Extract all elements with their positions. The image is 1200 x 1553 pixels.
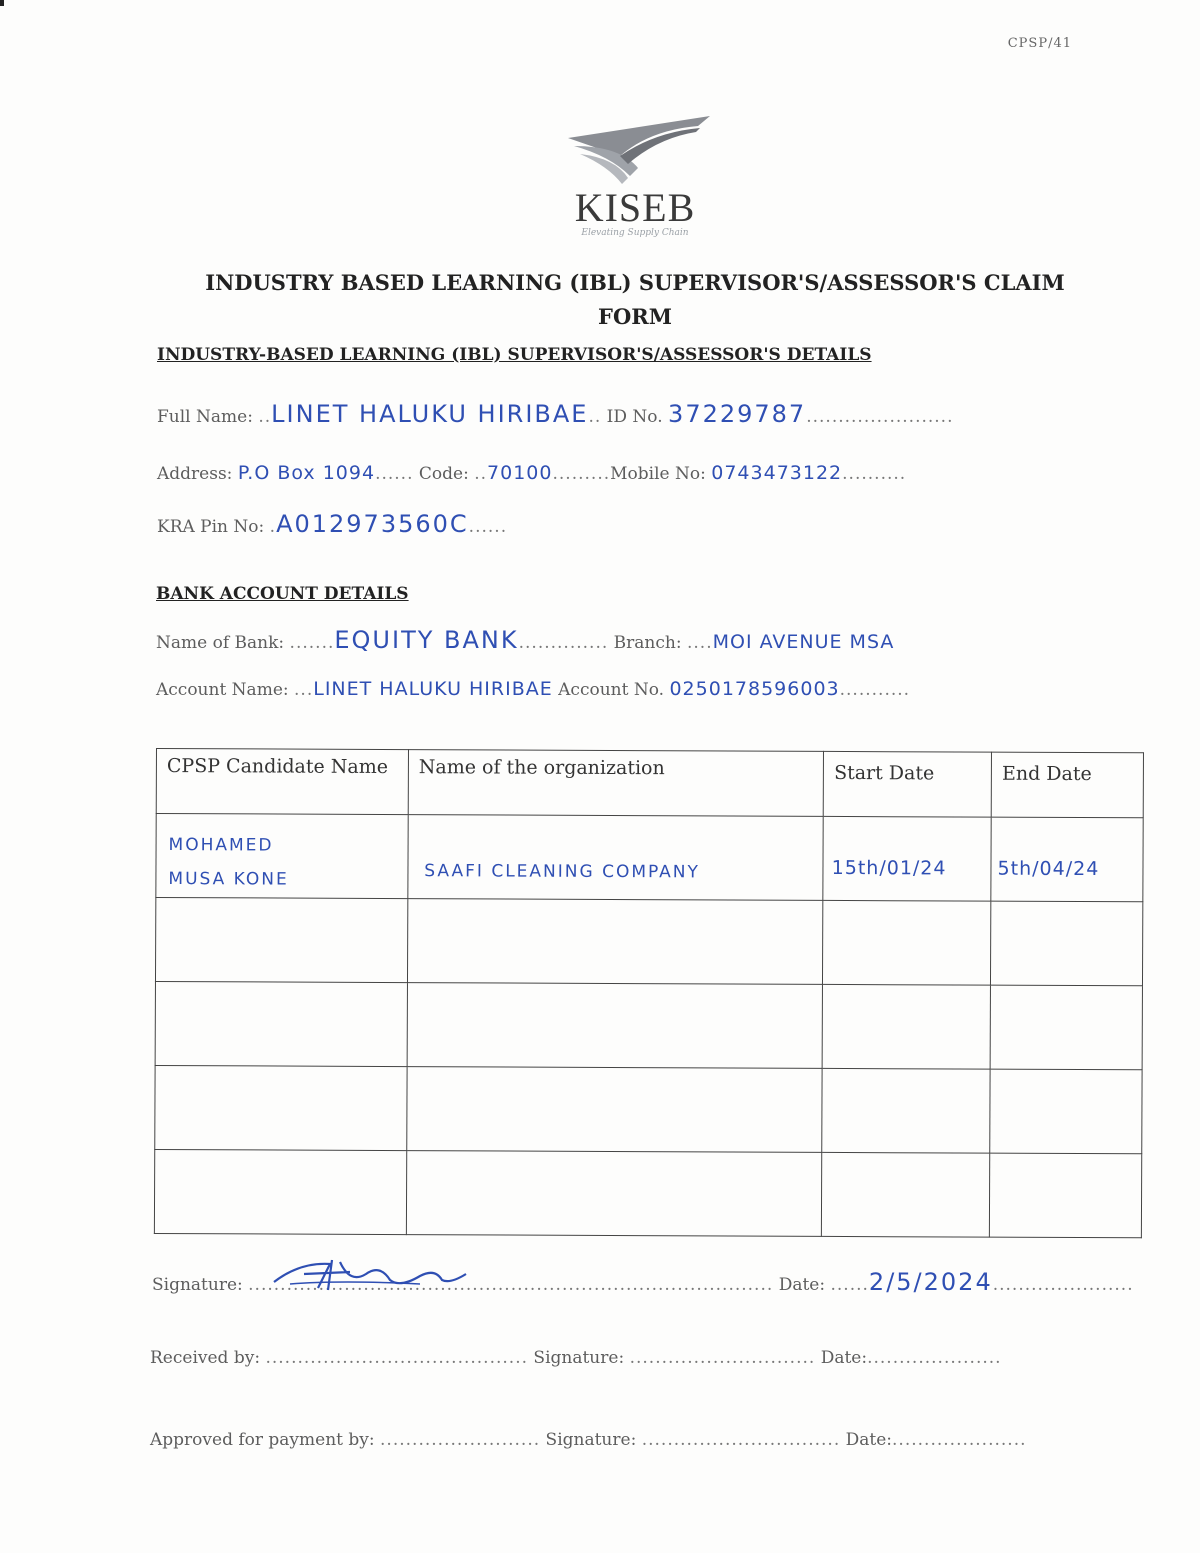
kra-field[interactable]: A012973560C bbox=[276, 510, 469, 538]
table-row bbox=[154, 1149, 1141, 1237]
signature-line: Signature: .................................................................................. Date: ......2/5/2024...................... bbox=[152, 1268, 1134, 1296]
received-signature-label: Signature: bbox=[533, 1348, 625, 1368]
full-name-label: Full Name: bbox=[157, 407, 253, 427]
candidate-name-value: MOHAMED MUSA KONE bbox=[168, 835, 289, 890]
table-row bbox=[156, 814, 1143, 902]
approved-line: Approved for payment by: ......................... Signature: ............................... Date:..................... bbox=[150, 1430, 1027, 1450]
address-label: Address: bbox=[157, 464, 233, 484]
account-name-field[interactable]: LINET HALUKU HIRIBAE bbox=[313, 678, 553, 700]
cell-end-date[interactable] bbox=[991, 817, 1143, 902]
empty-cell[interactable] bbox=[823, 900, 991, 985]
logo-swoosh-icon bbox=[560, 116, 710, 186]
empty-cell[interactable] bbox=[989, 1153, 1141, 1238]
table-row bbox=[155, 1065, 1142, 1153]
form-title-line2: FORM bbox=[598, 304, 672, 329]
empty-cell[interactable] bbox=[822, 1068, 990, 1153]
end-date-value: 5th/04/24 bbox=[997, 857, 1100, 881]
logo-tagline: Elevating Supply Chain bbox=[581, 228, 689, 238]
empty-cell[interactable] bbox=[822, 984, 990, 1069]
cell-organization[interactable] bbox=[408, 815, 824, 901]
empty-cell[interactable] bbox=[406, 1151, 822, 1237]
bank-name-field[interactable]: EQUITY BANK bbox=[334, 626, 519, 654]
branch-label: Branch: bbox=[613, 633, 682, 653]
date-label: Date: bbox=[778, 1275, 826, 1295]
address-field[interactable]: P.O Box 1094 bbox=[237, 462, 376, 484]
received-date-label: Date: bbox=[820, 1348, 868, 1368]
table-header-row bbox=[156, 749, 1143, 818]
approved-label: Approved for payment by: bbox=[150, 1430, 375, 1450]
header-organization: Name of the organization bbox=[408, 750, 824, 817]
empty-cell[interactable] bbox=[154, 1149, 406, 1234]
empty-cell[interactable] bbox=[155, 898, 407, 983]
empty-cell[interactable] bbox=[407, 1067, 823, 1153]
cell-start-date[interactable] bbox=[823, 816, 991, 901]
branch-field[interactable]: MOI AVENUE MSA bbox=[712, 631, 895, 653]
full-name-field[interactable]: LINET HALUKU HIRIBAE bbox=[271, 400, 589, 428]
table-row bbox=[155, 981, 1142, 1069]
bank-name-label: Name of Bank: bbox=[156, 633, 285, 653]
empty-cell[interactable] bbox=[155, 1065, 407, 1150]
empty-cell[interactable] bbox=[155, 981, 407, 1066]
approved-signature-label: Signature: bbox=[545, 1430, 637, 1450]
mobile-field[interactable]: 0743473122 bbox=[711, 462, 843, 484]
empty-cell[interactable] bbox=[822, 1152, 990, 1237]
scan-edge bbox=[0, 0, 4, 6]
empty-cell[interactable] bbox=[407, 983, 823, 1069]
kra-line: KRA Pin No: .A012973560C...... bbox=[157, 510, 508, 538]
table-row bbox=[155, 898, 1142, 986]
cell-candidate[interactable] bbox=[156, 814, 408, 899]
signature-label: Signature: bbox=[152, 1275, 243, 1295]
header-start-date: Start Date bbox=[823, 751, 991, 817]
supervisor-details-heading: INDUSTRY-BASED LEARNING (IBL) SUPERVISOR'S/ASSESSOR'S DETAILS bbox=[157, 345, 872, 365]
id-number-field[interactable]: 37229787 bbox=[668, 400, 807, 428]
signature-scribble[interactable] bbox=[270, 1254, 470, 1294]
received-line: Received by: ......................................... Signature: ............................. Date:..................... bbox=[150, 1348, 1002, 1368]
account-line: Account Name: ...LINET HALUKU HIRIBAE Account No. 0250178596003........... bbox=[156, 678, 911, 700]
code-field[interactable]: 70100 bbox=[487, 462, 553, 484]
empty-cell[interactable] bbox=[990, 985, 1142, 1070]
code-label: Code: bbox=[418, 464, 469, 484]
address-line: Address: P.O Box 1094...... Code: ..70100.........Mobile No: 0743473122.......... bbox=[157, 462, 907, 484]
empty-cell[interactable] bbox=[990, 1069, 1142, 1154]
mobile-label: Mobile No: bbox=[610, 464, 706, 484]
approved-date-label: Date: bbox=[845, 1430, 893, 1450]
start-date-value: 15th/01/24 bbox=[831, 856, 947, 880]
form-title-line1: INDUSTRY BASED LEARNING (IBL) SUPERVISOR'S/ASSESSOR'S CLAIM bbox=[205, 270, 1065, 295]
account-name-label: Account Name: bbox=[156, 680, 289, 700]
account-no-field[interactable]: 0250178596003 bbox=[669, 678, 840, 700]
full-name-line: Full Name: ..LINET HALUKU HIRIBAE.. ID No. 37229787....................... bbox=[157, 400, 954, 428]
organization-value: SAAFI CLEANING COMPANY bbox=[424, 861, 700, 883]
header-candidate-name: CPSP Candidate Name bbox=[156, 749, 408, 815]
received-label: Received by: bbox=[150, 1348, 261, 1368]
kiseb-logo bbox=[560, 116, 710, 241]
kra-label: KRA Pin No: bbox=[157, 517, 265, 537]
id-label: ID No. bbox=[606, 407, 663, 427]
empty-cell[interactable] bbox=[991, 901, 1143, 986]
form-reference: CPSP/41 bbox=[1007, 36, 1072, 51]
bank-details-heading: BANK ACCOUNT DETAILS bbox=[156, 584, 409, 604]
logo-wordmark: KISEB bbox=[574, 185, 696, 230]
claim-table bbox=[154, 748, 1144, 1238]
date-field[interactable]: 2/5/2024 bbox=[868, 1268, 993, 1296]
empty-cell[interactable] bbox=[407, 899, 823, 985]
account-no-label: Account No. bbox=[558, 680, 665, 700]
header-end-date: End Date bbox=[991, 752, 1143, 818]
bank-name-line: Name of Bank: .......EQUITY BANK.............. Branch: ....MOI AVENUE MSA bbox=[156, 626, 895, 654]
form-title bbox=[120, 266, 1150, 334]
